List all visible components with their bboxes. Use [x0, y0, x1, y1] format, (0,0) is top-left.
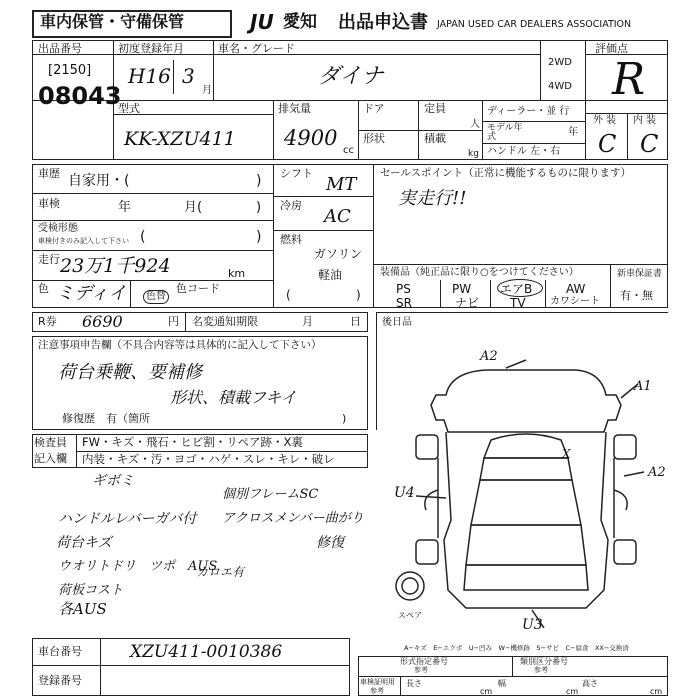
color-code-label: 色コード [176, 282, 220, 295]
cc-unit: cc [343, 145, 354, 156]
handle-label: ハンドル 左・右 [487, 146, 561, 157]
drive-2wd: 2WD [548, 57, 572, 68]
accept-label: 受検形態 [38, 223, 78, 234]
ac-label: 冷房 [280, 199, 302, 212]
repair-close: ) [342, 412, 347, 425]
lot-label: 出品番号 [38, 42, 82, 55]
equipment-ps: PS [396, 282, 411, 296]
length-label: 長さ [406, 679, 422, 688]
inspector-note-6: 荷板コスト [58, 583, 124, 598]
spare-label: スペア [398, 611, 422, 620]
inspection-label: 車検 [38, 197, 60, 210]
exterior-label: 外 装 [593, 115, 617, 126]
load-unit: kg [468, 149, 479, 159]
color-repaint: 色替 [143, 290, 169, 304]
lot-number: 08043 [38, 82, 122, 110]
history-close: ) [256, 173, 262, 189]
interior-label: 内 装 [633, 115, 657, 126]
fuel-open: ( [286, 288, 291, 302]
evaluation-score: R [612, 54, 646, 105]
model-label: 型式 [118, 102, 140, 115]
color-value: ミディイ [56, 283, 127, 304]
fuel-light-oil: 軽油 [318, 268, 343, 282]
shift-label: シフト [280, 167, 313, 180]
inspector-row-2: 内装・キズ・汚・ヨゴ・ハゲ・スレ・キレ・破レ [82, 452, 335, 466]
car-damage-diagram [376, 340, 676, 650]
length-unit: cm [480, 687, 493, 696]
inspection-year-unit: 年 [118, 200, 132, 215]
inspector-note-7: 各AUS [58, 600, 107, 618]
fuel-label: 燃料 [280, 233, 302, 246]
inspector-note-2: ハンドルレバーガバ付 [58, 511, 197, 527]
inspector-label-1: 検査員 [34, 436, 67, 449]
tax-month-unit: 月 [302, 315, 313, 328]
diagram-bumper [464, 565, 588, 590]
model-value: KK-XZU411 [124, 128, 236, 150]
equipment-airbag: エアB [500, 282, 533, 296]
accept-open: ( [140, 229, 146, 245]
equipment-sr: SR [396, 296, 412, 310]
inspector-note-4: ウオリトドリ ツポ AUS [58, 559, 218, 574]
diagram-u3: U3 [522, 617, 543, 633]
model-year-unit: 年 [568, 127, 578, 138]
notes-line1: 荷台乗鞭、要補修 [58, 362, 202, 383]
shape-label: 形状 [363, 132, 385, 145]
notes-line2: 形状、積載フキイ [170, 388, 297, 407]
sales-point-value: 実走行!! [398, 188, 467, 209]
form-title: 出品申込書 [338, 12, 428, 33]
shift-value: MT [326, 174, 357, 195]
interior-grade: C [640, 130, 659, 158]
chassis-value: XZU411-0010386 [130, 642, 283, 662]
rear-items-label: 後日品 [382, 317, 412, 328]
registration-label: 初度登録年月 [118, 42, 184, 55]
inspector-note-8: 個別フレームSC [222, 487, 319, 502]
type-cert-ref: 参考 [414, 666, 428, 674]
history-value: 自家用・( [68, 173, 130, 189]
chassis-label: 車台番号 [38, 645, 82, 658]
inspector-note-1: ギボミ [92, 473, 134, 489]
door-label: ドア [363, 102, 385, 115]
recycle-label: R券 [38, 315, 57, 328]
diagram-hood [471, 480, 581, 525]
diagram-a2-side: A2 [648, 465, 666, 480]
history-label: 車歴 [38, 167, 60, 180]
type-cert-label: 形式指定番号 [400, 657, 448, 666]
lot-code: [2150] [48, 63, 92, 78]
height-unit: cm [650, 687, 663, 696]
sales-point-label: セールスポイント（正常に機能するものに限ります） [380, 167, 632, 179]
storage-label: 車内保管・守備保管 [40, 12, 185, 31]
dealer-label: ディーラー・並 行 [487, 106, 570, 117]
diagram-roof [480, 458, 572, 480]
car-name-label: 車名・グレード [218, 42, 295, 55]
equipment-pw: PW [452, 282, 472, 296]
inspector-label-2: 記入欄 [34, 452, 67, 465]
class-num-label: 類別区分番号 [520, 657, 568, 666]
width-unit: cm [566, 687, 579, 696]
displacement-value: 4900 [284, 126, 338, 150]
capacity-label: 定員 [424, 102, 446, 115]
association-name: JAPAN USED CAR DEALERS ASSOCIATION [437, 19, 632, 30]
equipment-navi: ナビ [455, 296, 480, 310]
car-name: ダイナ [318, 64, 384, 89]
tax-deadline-label: 名変通知期限 [192, 315, 258, 328]
warranty-value: 有・無 [620, 289, 653, 302]
inspection-close: ) [256, 200, 262, 215]
registration-number-label: 登録番号 [38, 674, 82, 687]
equipment-label: 装備品（純正品に限り○をつけてください） [380, 267, 579, 278]
fuel-close: ) [356, 288, 361, 302]
registration-month: 3 [182, 64, 195, 88]
damage-legend: A−キズ E−エクボ U−凹み W−機修跡 S−サビ C−腐食 XX−交換済 [404, 644, 629, 652]
registration-year: H16 [128, 64, 171, 88]
equipment-aw: AW [566, 282, 586, 296]
inspector-note-3: 荷台キズ [56, 535, 112, 551]
ac-value: AC [324, 206, 351, 227]
exterior-grade: C [598, 130, 617, 158]
equipment-seat: カワシート [550, 296, 600, 307]
mileage-value: 23万1千924 [60, 255, 171, 277]
class-num-ref: 参考 [534, 666, 548, 674]
load-label: 積載 [424, 132, 446, 145]
evaluation-label: 評価点 [595, 42, 628, 55]
diagram-x-mark: X [562, 447, 571, 461]
drive-4wd: 4WD [548, 81, 572, 92]
notes-label: 注意事項申告欄（不具合内容等は具体的に記入して下さい） [38, 339, 322, 351]
capacity-unit: 人 [470, 119, 480, 130]
registration-month-unit: 月 [202, 85, 212, 96]
diagram-front-panel [466, 525, 586, 565]
height-label: 高さ [582, 679, 598, 688]
diagram-u4: U4 [394, 485, 415, 501]
inspector-note-10: 修復 [316, 535, 344, 551]
equipment-tv: TV [510, 296, 526, 310]
diagram-windshield [484, 434, 568, 458]
recycle-value: 6690 [82, 312, 123, 331]
mileage-label: 走行 [38, 253, 60, 266]
airbag-circle [497, 279, 543, 297]
diagram-front-outline [431, 370, 621, 432]
width-label: 幅 [498, 679, 506, 688]
org-name: 愛知 [283, 12, 317, 32]
accept-note: 車検付きのみ記入して下さい [38, 237, 129, 245]
displacement-label: 排気量 [278, 102, 311, 115]
accept-close: ) [256, 229, 262, 245]
color-label: 色 [38, 282, 49, 295]
fuel-value: ガソリン [314, 247, 363, 261]
reg-cert-ref: 参考 [370, 687, 384, 695]
reg-cert-label: 車検証明用 [360, 678, 395, 686]
diagram-a2-top: A2 [480, 349, 498, 364]
recycle-unit: 円 [168, 315, 179, 328]
diagram-a1: A1 [634, 379, 652, 394]
inspector-row-1: FW・キズ・飛石・ヒビ割・リペア跡・X裏 [82, 435, 303, 449]
tax-day-unit: 日 [350, 315, 361, 328]
model-year-label: モデル年式 [487, 123, 523, 142]
inspector-note-5: カロエ有 [196, 565, 245, 579]
inspector-note-9: アクロスメンバー曲がり [222, 511, 364, 526]
inspection-month-unit: 月( [184, 200, 203, 215]
warranty-label: 新車保証書 [617, 269, 663, 279]
spare-tire-icon [396, 572, 424, 600]
ju-logo: JU [250, 10, 274, 34]
repair-label: 修復歴 有（箇所 [62, 412, 150, 425]
mileage-unit: km [228, 267, 246, 280]
